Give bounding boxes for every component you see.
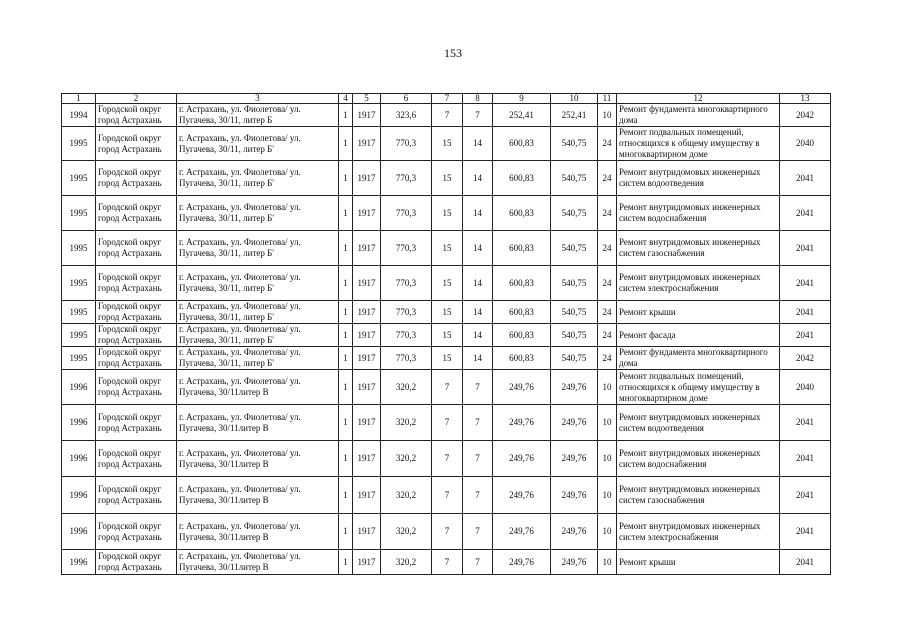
cell-col7: 15 <box>432 231 463 266</box>
year-built: 1917 <box>353 405 381 441</box>
cell-col9: 600,83 <box>493 266 551 301</box>
municipality: Городской округ город Астрахань <box>96 301 177 324</box>
cell-col8: 7 <box>463 104 493 127</box>
address: г. Астрахань, ул. Фиолетова/ ул. Пугачева, 30/11, литер Б' <box>177 266 339 301</box>
municipality: Городской округ город Астрахань <box>96 347 177 370</box>
column-header: 1 <box>62 94 96 104</box>
column-header: 13 <box>780 94 831 104</box>
work-type: Ремонт фундамента многоквартирного дома <box>617 104 780 127</box>
work-type: Ремонт крыши <box>617 550 780 575</box>
year-built: 1917 <box>353 161 381 196</box>
cell-col8: 7 <box>463 441 493 477</box>
cell-col9: 249,76 <box>493 370 551 405</box>
address: г. Астрахань, ул. Фиолетова/ ул. Пугачева, 30/11, литер Б' <box>177 231 339 266</box>
work-type: Ремонт внутридомовых инженерных систем водоснабжения <box>617 441 780 477</box>
planned-year: 2042 <box>780 104 831 127</box>
address: г. Астрахань, ул. Фиолетова/ ул. Пугачева, 30/11, литер Б' <box>177 127 339 161</box>
cell-col10: 540,75 <box>551 301 598 324</box>
municipality: Городской округ город Астрахань <box>96 405 177 441</box>
municipality: Городской округ город Астрахань <box>96 370 177 405</box>
cell-col8: 14 <box>463 301 493 324</box>
cell-col4: 1 <box>339 301 353 324</box>
record-number: 1994 <box>62 104 96 127</box>
cell-col8: 14 <box>463 161 493 196</box>
table-row <box>62 104 831 127</box>
year-built: 1917 <box>353 370 381 405</box>
column-header: 10 <box>551 94 598 104</box>
address: г. Астрахань, ул. Фиолетова/ ул. Пугачева, 30/11литер В <box>177 514 339 550</box>
record-number: 1995 <box>62 196 96 231</box>
cell-col4: 1 <box>339 441 353 477</box>
cell-col9: 249,76 <box>493 514 551 550</box>
cell-col9: 600,83 <box>493 324 551 347</box>
table-row <box>62 405 831 441</box>
record-number: 1996 <box>62 514 96 550</box>
cell-col7: 7 <box>432 104 463 127</box>
planned-year: 2041 <box>780 161 831 196</box>
table-row <box>62 441 831 477</box>
table-body <box>62 104 831 575</box>
cell-col4: 1 <box>339 127 353 161</box>
municipality: Городской округ город Астрахань <box>96 196 177 231</box>
work-type: Ремонт крыши <box>617 301 780 324</box>
table-row <box>62 477 831 514</box>
cell-col10: 540,75 <box>551 266 598 301</box>
planned-year: 2041 <box>780 324 831 347</box>
cell-col4: 1 <box>339 370 353 405</box>
column-header: 8 <box>463 94 493 104</box>
planned-year: 2040 <box>780 127 831 161</box>
column-header: 7 <box>432 94 463 104</box>
work-type: Ремонт внутридомовых инженерных систем электроснабжения <box>617 266 780 301</box>
cell-col8: 14 <box>463 196 493 231</box>
year-built: 1917 <box>353 231 381 266</box>
table-row <box>62 370 831 405</box>
municipality: Городской округ город Астрахань <box>96 231 177 266</box>
work-type: Ремонт подвальных помещений, относящихся к общему имуществу в многоквартирном доме <box>617 370 780 405</box>
address: г. Астрахань, ул. Фиолетова/ ул. Пугачева, 30/11, литер Б' <box>177 301 339 324</box>
address: г. Астрахань, ул. Фиолетова/ ул. Пугачева, 30/11, литер Б' <box>177 347 339 370</box>
cell-col4: 1 <box>339 231 353 266</box>
cell-col11: 24 <box>598 347 617 370</box>
record-number: 1995 <box>62 231 96 266</box>
address: г. Астрахань, ул. Фиолетова/ ул. Пугачева, 30/11литер В <box>177 370 339 405</box>
column-header: 5 <box>353 94 381 104</box>
cell-col7: 15 <box>432 127 463 161</box>
table-row <box>62 196 831 231</box>
municipality: Городской округ город Астрахань <box>96 161 177 196</box>
total-area: 320,2 <box>381 550 432 575</box>
planned-year: 2041 <box>780 231 831 266</box>
work-type: Ремонт внутридомовых инженерных систем водоснабжения <box>617 196 780 231</box>
year-built: 1917 <box>353 301 381 324</box>
municipality: Городской округ город Астрахань <box>96 266 177 301</box>
cell-col9: 249,76 <box>493 441 551 477</box>
cell-col7: 15 <box>432 161 463 196</box>
cell-col11: 10 <box>598 104 617 127</box>
municipality: Городской округ город Астрахань <box>96 127 177 161</box>
cell-col7: 15 <box>432 324 463 347</box>
cell-col8: 7 <box>463 550 493 575</box>
cell-col7: 7 <box>432 514 463 550</box>
cell-col11: 24 <box>598 161 617 196</box>
cell-col7: 7 <box>432 370 463 405</box>
municipality: Городской округ город Астрахань <box>96 324 177 347</box>
cell-col7: 7 <box>432 550 463 575</box>
cell-col11: 24 <box>598 324 617 347</box>
planned-year: 2041 <box>780 514 831 550</box>
municipality: Городской округ город Астрахань <box>96 441 177 477</box>
cell-col8: 7 <box>463 370 493 405</box>
planned-year: 2041 <box>780 301 831 324</box>
cell-col11: 24 <box>598 231 617 266</box>
cell-col4: 1 <box>339 104 353 127</box>
cell-col4: 1 <box>339 347 353 370</box>
table-row <box>62 514 831 550</box>
cell-col4: 1 <box>339 266 353 301</box>
cell-col11: 10 <box>598 514 617 550</box>
year-built: 1917 <box>353 550 381 575</box>
total-area: 770,3 <box>381 266 432 301</box>
address: г. Астрахань, ул. Фиолетова/ ул. Пугачева, 30/11литер В <box>177 441 339 477</box>
planned-year: 2041 <box>780 196 831 231</box>
cell-col4: 1 <box>339 477 353 514</box>
year-built: 1917 <box>353 104 381 127</box>
cell-col11: 24 <box>598 127 617 161</box>
cell-col4: 1 <box>339 196 353 231</box>
total-area: 770,3 <box>381 196 432 231</box>
record-number: 1996 <box>62 405 96 441</box>
column-header: 12 <box>617 94 780 104</box>
cell-col11: 24 <box>598 301 617 324</box>
record-number: 1996 <box>62 370 96 405</box>
table-row <box>62 231 831 266</box>
work-type: Ремонт фасада <box>617 324 780 347</box>
table-row <box>62 266 831 301</box>
cell-col11: 24 <box>598 196 617 231</box>
record-number: 1995 <box>62 301 96 324</box>
municipality: Городской округ город Астрахань <box>96 477 177 514</box>
table-row <box>62 550 831 575</box>
data-table <box>61 93 831 575</box>
column-header: 6 <box>381 94 432 104</box>
cell-col10: 540,75 <box>551 324 598 347</box>
cell-col9: 600,83 <box>493 347 551 370</box>
total-area: 770,3 <box>381 301 432 324</box>
total-area: 770,3 <box>381 127 432 161</box>
record-number: 1995 <box>62 347 96 370</box>
planned-year: 2042 <box>780 347 831 370</box>
cell-col9: 600,83 <box>493 231 551 266</box>
cell-col9: 600,83 <box>493 161 551 196</box>
column-header: 3 <box>177 94 339 104</box>
cell-col8: 14 <box>463 231 493 266</box>
total-area: 770,3 <box>381 161 432 196</box>
cell-col7: 15 <box>432 301 463 324</box>
cell-col10: 249,76 <box>551 514 598 550</box>
column-header: 11 <box>598 94 617 104</box>
header-row <box>62 94 831 104</box>
cell-col11: 10 <box>598 550 617 575</box>
cell-col7: 7 <box>432 441 463 477</box>
cell-col7: 7 <box>432 477 463 514</box>
address: г. Астрахань, ул. Фиолетова/ ул. Пугачева, 30/11литер В <box>177 477 339 514</box>
cell-col9: 249,76 <box>493 477 551 514</box>
year-built: 1917 <box>353 441 381 477</box>
cell-col8: 14 <box>463 347 493 370</box>
cell-col4: 1 <box>339 161 353 196</box>
record-number: 1995 <box>62 324 96 347</box>
column-header: 4 <box>339 94 353 104</box>
cell-col8: 7 <box>463 477 493 514</box>
cell-col10: 540,75 <box>551 196 598 231</box>
address: г. Астрахань, ул. Фиолетова/ ул. Пугачева, 30/11литер В <box>177 550 339 575</box>
cell-col10: 540,75 <box>551 347 598 370</box>
cell-col11: 10 <box>598 441 617 477</box>
record-number: 1996 <box>62 550 96 575</box>
work-type: Ремонт внутридомовых инженерных систем газоснабжения <box>617 231 780 266</box>
planned-year: 2041 <box>780 550 831 575</box>
planned-year: 2041 <box>780 441 831 477</box>
address: г. Астрахань, ул. Фиолетова/ ул. Пугачева, 30/11литер В <box>177 405 339 441</box>
cell-col11: 10 <box>598 370 617 405</box>
cell-col7: 15 <box>432 347 463 370</box>
address: г. Астрахань, ул. Фиолетова/ ул. Пугачева, 30/11, литер Б' <box>177 161 339 196</box>
total-area: 770,3 <box>381 324 432 347</box>
cell-col4: 1 <box>339 405 353 441</box>
cell-col8: 7 <box>463 405 493 441</box>
cell-col8: 7 <box>463 514 493 550</box>
cell-col10: 249,76 <box>551 441 598 477</box>
cell-col10: 540,75 <box>551 231 598 266</box>
table-row <box>62 324 831 347</box>
address: г. Астрахань, ул. Фиолетова/ ул. Пугачева, 30/11, литер Б' <box>177 324 339 347</box>
cell-col8: 14 <box>463 266 493 301</box>
work-type: Ремонт внутридомовых инженерных систем водоотведения <box>617 405 780 441</box>
cell-col10: 252,41 <box>551 104 598 127</box>
year-built: 1917 <box>353 347 381 370</box>
record-number: 1996 <box>62 477 96 514</box>
cell-col9: 249,76 <box>493 405 551 441</box>
total-area: 320,2 <box>381 477 432 514</box>
total-area: 323,6 <box>381 104 432 127</box>
planned-year: 2041 <box>780 266 831 301</box>
municipality: Городской округ город Астрахань <box>96 514 177 550</box>
cell-col9: 600,83 <box>493 127 551 161</box>
cell-col11: 24 <box>598 266 617 301</box>
cell-col9: 600,83 <box>493 301 551 324</box>
year-built: 1917 <box>353 196 381 231</box>
planned-year: 2041 <box>780 405 831 441</box>
record-number: 1996 <box>62 441 96 477</box>
work-type: Ремонт внутридомовых инженерных систем водоотведения <box>617 161 780 196</box>
total-area: 770,3 <box>381 347 432 370</box>
cell-col10: 540,75 <box>551 161 598 196</box>
cell-col7: 15 <box>432 266 463 301</box>
planned-year: 2040 <box>780 370 831 405</box>
cell-col11: 10 <box>598 477 617 514</box>
total-area: 320,2 <box>381 514 432 550</box>
year-built: 1917 <box>353 127 381 161</box>
record-number: 1995 <box>62 266 96 301</box>
cell-col8: 14 <box>463 324 493 347</box>
column-header: 2 <box>96 94 177 104</box>
cell-col10: 249,76 <box>551 550 598 575</box>
table-row <box>62 301 831 324</box>
cell-col9: 252,41 <box>493 104 551 127</box>
cell-col10: 249,76 <box>551 477 598 514</box>
column-header: 9 <box>493 94 551 104</box>
cell-col10: 540,75 <box>551 127 598 161</box>
address: г. Астрахань, ул. Фиолетова/ ул. Пугачева, 30/11, литер Б <box>177 104 339 127</box>
work-type: Ремонт фундамента многоквартирного дома <box>617 347 780 370</box>
work-type: Ремонт внутридомовых инженерных систем газоснабжения <box>617 477 780 514</box>
cell-col4: 1 <box>339 324 353 347</box>
total-area: 320,2 <box>381 370 432 405</box>
cell-col10: 249,76 <box>551 370 598 405</box>
record-number: 1995 <box>62 127 96 161</box>
cell-col8: 14 <box>463 127 493 161</box>
municipality: Городской округ город Астрахань <box>96 104 177 127</box>
table-row <box>62 347 831 370</box>
cell-col4: 1 <box>339 550 353 575</box>
record-number: 1995 <box>62 161 96 196</box>
year-built: 1917 <box>353 266 381 301</box>
total-area: 320,2 <box>381 441 432 477</box>
work-type: Ремонт подвальных помещений, относящихся к общему имуществу в многоквартирном доме <box>617 127 780 161</box>
municipality: Городской округ город Астрахань <box>96 550 177 575</box>
page-number: 153 <box>444 46 462 60</box>
cell-col11: 10 <box>598 405 617 441</box>
cell-col7: 7 <box>432 405 463 441</box>
cell-col7: 15 <box>432 196 463 231</box>
cell-col10: 249,76 <box>551 405 598 441</box>
year-built: 1917 <box>353 477 381 514</box>
total-area: 770,3 <box>381 231 432 266</box>
table-row <box>62 161 831 196</box>
table-row <box>62 127 831 161</box>
cell-col9: 600,83 <box>493 196 551 231</box>
work-type: Ремонт внутридомовых инженерных систем электроснабжения <box>617 514 780 550</box>
planned-year: 2041 <box>780 477 831 514</box>
address: г. Астрахань, ул. Фиолетова/ ул. Пугачева, 30/11, литер Б' <box>177 196 339 231</box>
year-built: 1917 <box>353 324 381 347</box>
cell-col4: 1 <box>339 514 353 550</box>
year-built: 1917 <box>353 514 381 550</box>
total-area: 320,2 <box>381 405 432 441</box>
cell-col9: 249,76 <box>493 550 551 575</box>
